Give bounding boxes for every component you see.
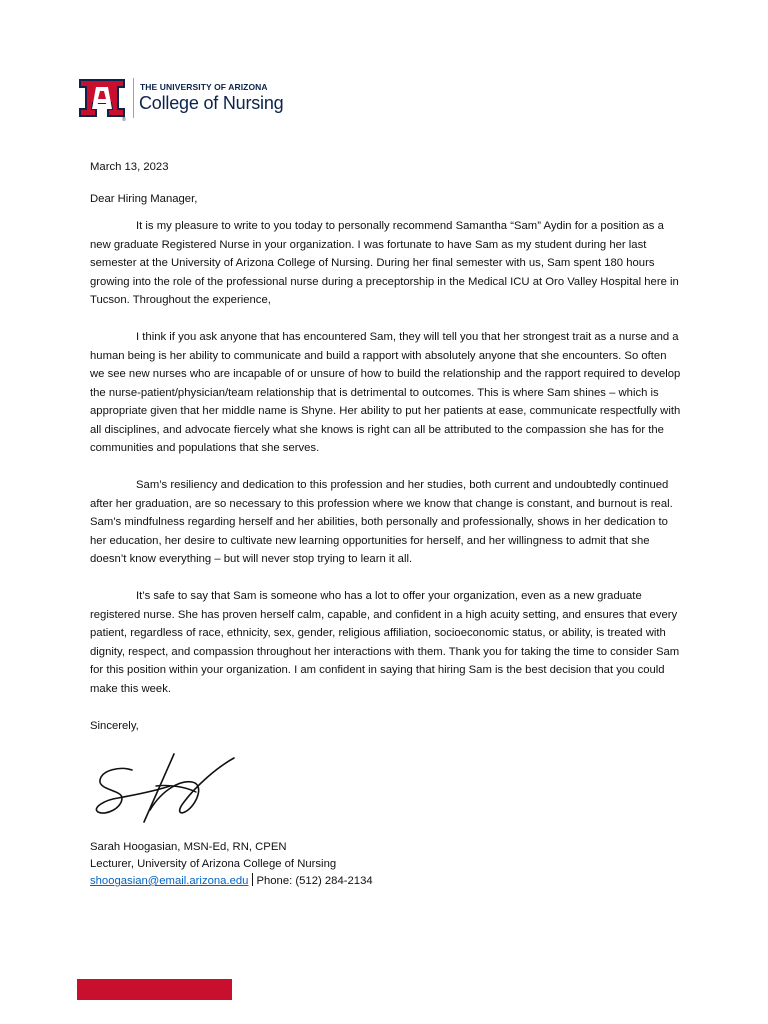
logo-university-name: THE UNIVERSITY OF ARIZONA bbox=[140, 82, 268, 92]
footer-brand-bar bbox=[77, 979, 232, 1000]
paragraph-1: It is my pleasure to write to you today to personally recommend Samantha “Sam” Aydin for a position as a new graduate Registered Nurse in your organization. I was fortunate to have Sam as my student during her last semester at the University of Arizona College of Nursing. During her final semester with us, Sam spent 180 hours growing into the role of the professional nurse during a preceptorship in the Medical ICU at Oro Valley Hospital here in Tucson. Throughout the experience, bbox=[90, 220, 679, 306]
paragraph-4: It’s safe to say that Sam is someone who has a lot to offer your organization, even as a new graduate registered nurse. She has proven herself calm, capable, and confident in a high acuity setting, and ensures that every patient, regardless of race, ethnicity, sex, gender, religious affiliation, socioeconomic status, or ability, is treated with dignity, respect, and compassion throughout her interactions with them. Thank you for taking the time to consider Sam for this position within your organization. I am confident in saying that hiring Sam is the best decision that you could make this week. bbox=[90, 590, 680, 695]
letter-greeting: Dear Hiring Manager, bbox=[90, 192, 198, 205]
contact-separator bbox=[252, 873, 253, 886]
letter-body bbox=[90, 158, 682, 735]
signature-block bbox=[90, 839, 373, 890]
logo-college-name: College of Nursing bbox=[139, 93, 284, 113]
phone-text: Phone: (512) 284-2134 bbox=[256, 875, 373, 887]
signer-title: Lecturer, University of Arizona College of Nursing bbox=[90, 858, 337, 870]
letter-date: March 13, 2023 bbox=[90, 161, 169, 173]
paragraph-3: Sam’s resiliency and dedication to this profession and her studies, both current and undoubtedly continued after her graduation, are so necessary to this profession where we know that change is constant, and burnout is real. Sam’s mindfulness regarding herself and her abilities, both personally and professionally, shows in her dedication to her education, her desire to cultivate new learning opportunities for herself, and her willingness to admit that she doesn’t know everything – but will never stop trying to learn it all. bbox=[90, 479, 673, 565]
arizona-a-logo-icon bbox=[78, 72, 126, 122]
contact-line bbox=[90, 873, 373, 890]
handwritten-signature bbox=[92, 750, 242, 828]
email-link[interactable]: shoogasian@email.arizona.edu bbox=[90, 875, 249, 887]
letter-closing: Sincerely, bbox=[90, 719, 139, 732]
registered-mark: ® bbox=[122, 117, 126, 122]
university-logo bbox=[78, 72, 318, 124]
signer-name: Sarah Hoogasian, MSN-Ed, RN, CPEN bbox=[90, 841, 287, 853]
paragraph-2: I think if you ask anyone that has encountered Sam, they will tell you that her strongest trait as a nurse and a human being is her ability to communicate and build a rapport with absolutely anyone that she encounters. So often we see new nurses who are incapable of or unsure of how to build the relationship and the rapport required to develop the nurse-patient/physician/team relationship that is detrimental to outcomes. This is where Sam shines – which is appropriate given that her middle name is Shyne. Her ability to put her patients at ease, communicate respectfully with all disciplines, and advocate fiercely what she knows is right can all be attributed to the compassion she has for the communities and populations that she serves. bbox=[90, 331, 681, 454]
logo-divider bbox=[133, 78, 134, 118]
